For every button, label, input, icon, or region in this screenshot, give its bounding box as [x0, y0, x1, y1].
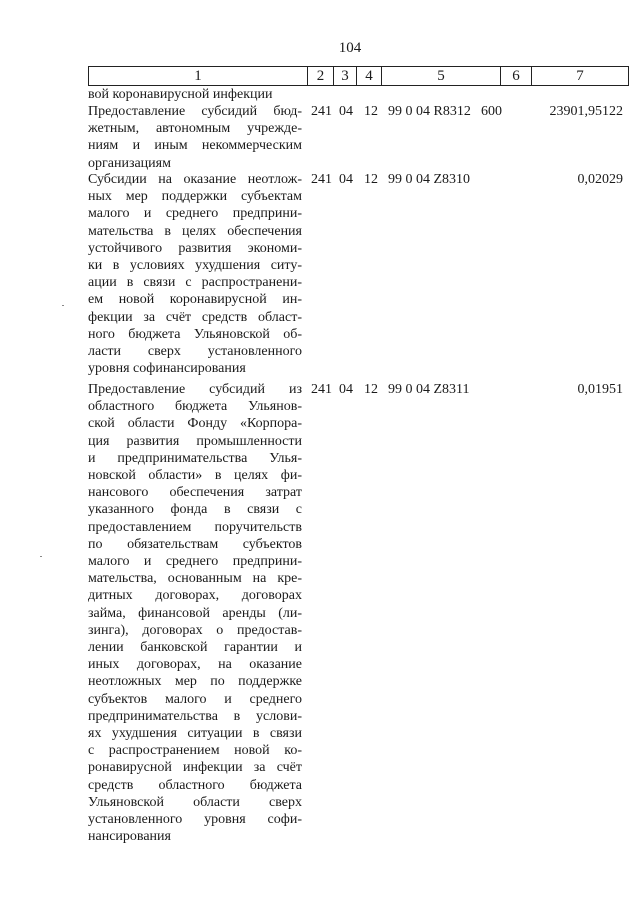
- column-header-7: 7: [532, 67, 629, 86]
- description-line: жетным, автономным учрежде-: [88, 121, 302, 137]
- column-header-row: [89, 67, 629, 86]
- row-description: [88, 171, 302, 377]
- description-line: ного бюджета Ульяновской об-: [88, 326, 302, 342]
- description-line: ронавирусной инфекции за счёт: [88, 760, 302, 776]
- cell-col-6: 600: [481, 104, 502, 119]
- description-line: иных договорах, на оказание: [88, 657, 302, 673]
- description-line: указанного фонда в связи с: [88, 502, 302, 518]
- description-line: нансирования: [88, 829, 171, 845]
- description-line: ской области Фонду «Корпора-: [88, 416, 302, 432]
- description-line: уровня софинансирования: [88, 361, 246, 377]
- cell-col-3: 04: [339, 104, 353, 119]
- description-line: Предоставление субсидий из: [88, 382, 302, 397]
- description-line: ция развития промышленности: [88, 433, 302, 449]
- row-description: [88, 381, 302, 845]
- cell-col-7: 0,02029: [577, 172, 623, 187]
- description-line: малого и среднего предприни-: [88, 554, 302, 570]
- cell-col-4: 12: [364, 172, 378, 187]
- column-header-5: 5: [382, 67, 501, 86]
- description-line: новской области» в целях фи-: [88, 468, 302, 484]
- scan-speck: [62, 305, 64, 306]
- description-line: малого и среднего предприни-: [88, 206, 302, 222]
- description-line: зинга), договорах о предостав-: [88, 622, 302, 638]
- cell-col-2: 241: [311, 104, 332, 119]
- description-line: ниям и иным некоммерческим: [88, 138, 302, 154]
- description-line: нансового обеспечения затрат: [88, 485, 302, 501]
- cell-col-4: 12: [364, 382, 378, 397]
- description-line: ных мер поддержки субъектам: [88, 189, 302, 205]
- description-line: организациям: [88, 155, 171, 171]
- description-line: дитных договорах, договорах: [88, 588, 302, 604]
- cell-col-7: 0,01951: [577, 382, 623, 397]
- column-header-2: 2: [308, 67, 334, 86]
- description-line: Предоставление субсидий бюд-: [88, 104, 302, 119]
- description-line: мательства в целях обеспечения: [88, 223, 302, 239]
- description-line: ем новой коронавирусной ин-: [88, 292, 302, 308]
- description-line: и предпринимательства Улья-: [88, 450, 302, 466]
- description-line: предпринимательства в услови-: [88, 708, 302, 724]
- description-line: установленного уровня софи-: [88, 812, 302, 828]
- column-header-4: 4: [357, 67, 382, 86]
- description-line: лении банковской гарантии и: [88, 640, 302, 656]
- description-line: средств областного бюджета: [88, 777, 302, 793]
- description-line: предоставлением поручительств: [88, 519, 302, 535]
- cell-col-7: 23901,95122: [549, 104, 623, 119]
- cell-col-5: 99 0 04 R8312: [388, 104, 471, 119]
- cell-col-4: 12: [364, 104, 378, 119]
- cell-col-3: 04: [339, 172, 353, 187]
- description-line: по обязательствам субъектов: [88, 536, 302, 552]
- cell-col-5: 99 0 04 Z8310: [388, 172, 471, 187]
- cell-col-2: 241: [311, 172, 332, 187]
- column-header-6: 6: [501, 67, 532, 86]
- row-description: [88, 103, 302, 172]
- description-line: ации в связи с распространени-: [88, 275, 302, 291]
- description-line: ласти сверх установленного: [88, 344, 302, 360]
- description-line: субъектов малого и среднего: [88, 691, 302, 707]
- column-header-3: 3: [334, 67, 357, 86]
- page-number: 104: [338, 40, 362, 56]
- description-line: неотложных мер по поддержке: [88, 674, 302, 690]
- description-line: областного бюджета Ульянов-: [88, 399, 302, 415]
- description-line: Субсидии на оказание неотлож-: [88, 172, 302, 187]
- top-fragment-text: вой коронавирусной инфекции: [88, 87, 273, 102]
- description-line: фекции за счёт средств област-: [88, 309, 302, 325]
- description-line: устойчивого развития экономи-: [88, 240, 302, 256]
- description-line: Ульяновской области сверх: [88, 794, 302, 810]
- description-line: ях ухудшения ситуации в связи: [88, 726, 302, 742]
- cell-col-5: 99 0 04 Z8311: [388, 382, 470, 397]
- description-line: с распространением новой ко-: [88, 743, 302, 759]
- scan-speck: [40, 556, 42, 557]
- description-line: мательства, основанным на кре-: [88, 571, 302, 587]
- description-line: займа, финансовой аренды (ли-: [88, 605, 302, 621]
- column-header-1: 1: [89, 67, 308, 86]
- description-line: ки в условиях ухудшения ситу-: [88, 258, 302, 274]
- column-header-table: [88, 66, 629, 86]
- cell-col-2: 241: [311, 382, 332, 397]
- cell-col-3: 04: [339, 382, 353, 397]
